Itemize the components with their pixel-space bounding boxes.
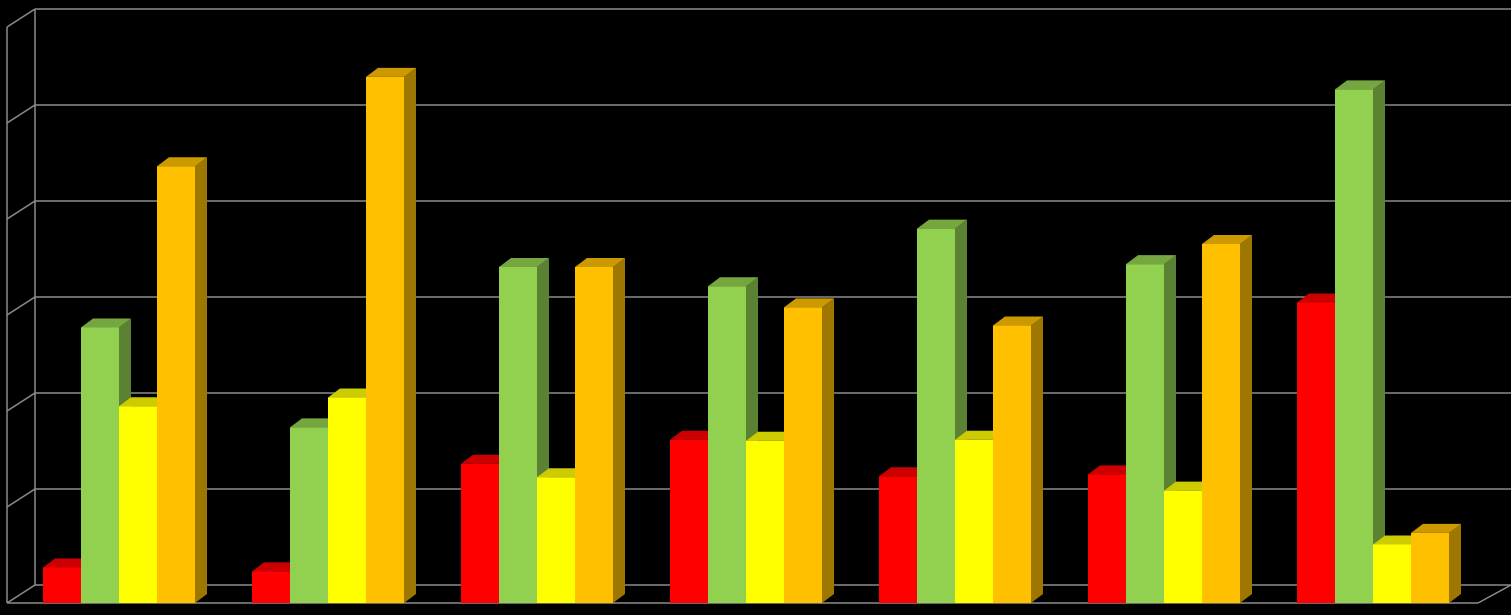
bar-front [290, 427, 328, 603]
bar-side [613, 258, 625, 603]
bar-side [1031, 317, 1043, 603]
bar [575, 258, 625, 603]
bar-front [670, 440, 708, 603]
bar-front [879, 476, 917, 603]
bar-front [252, 571, 290, 603]
bar-side [1373, 80, 1385, 603]
bar [1411, 524, 1461, 603]
bar-front [575, 267, 613, 603]
bar [784, 298, 834, 603]
bar-front [917, 229, 955, 603]
bar-front [784, 307, 822, 603]
bar-front [461, 464, 499, 603]
bar [157, 157, 207, 603]
bar [1335, 80, 1385, 603]
bar-front [499, 267, 537, 603]
side-wall-gridline [7, 9, 35, 27]
side-wall-gridline [7, 201, 35, 219]
bar-side [404, 68, 416, 603]
bar-front [43, 567, 81, 603]
bar-front [537, 477, 575, 603]
side-wall-gridline [7, 105, 35, 123]
bar-front [1126, 264, 1164, 603]
side-wall-gridline [7, 297, 35, 315]
bar-side [1240, 235, 1252, 603]
bar-side [195, 157, 207, 603]
bar-front [81, 327, 119, 603]
bar-front [366, 77, 404, 603]
bar-front [955, 440, 993, 603]
side-wall-gridline [7, 393, 35, 411]
bar [993, 317, 1043, 603]
side-wall-gridline [7, 489, 35, 507]
bar-front [328, 398, 366, 603]
bar-front [1373, 544, 1411, 603]
bar-front [1202, 244, 1240, 603]
bar-front [119, 406, 157, 603]
side-wall-gridline [7, 585, 35, 603]
bar-front [1335, 89, 1373, 603]
bar-front [157, 166, 195, 603]
bar-front [708, 286, 746, 603]
bar [1202, 235, 1252, 603]
bar-front [1164, 491, 1202, 603]
bar-front [993, 326, 1031, 603]
bar [366, 68, 416, 603]
bar-side [822, 298, 834, 603]
bar-front [1297, 303, 1335, 603]
floor-right-edge [1478, 585, 1511, 603]
bar-front [746, 441, 784, 603]
chart-bars [43, 68, 1461, 603]
bar-side [1449, 524, 1461, 603]
bar-front [1088, 474, 1126, 603]
bar-front [1411, 533, 1449, 603]
